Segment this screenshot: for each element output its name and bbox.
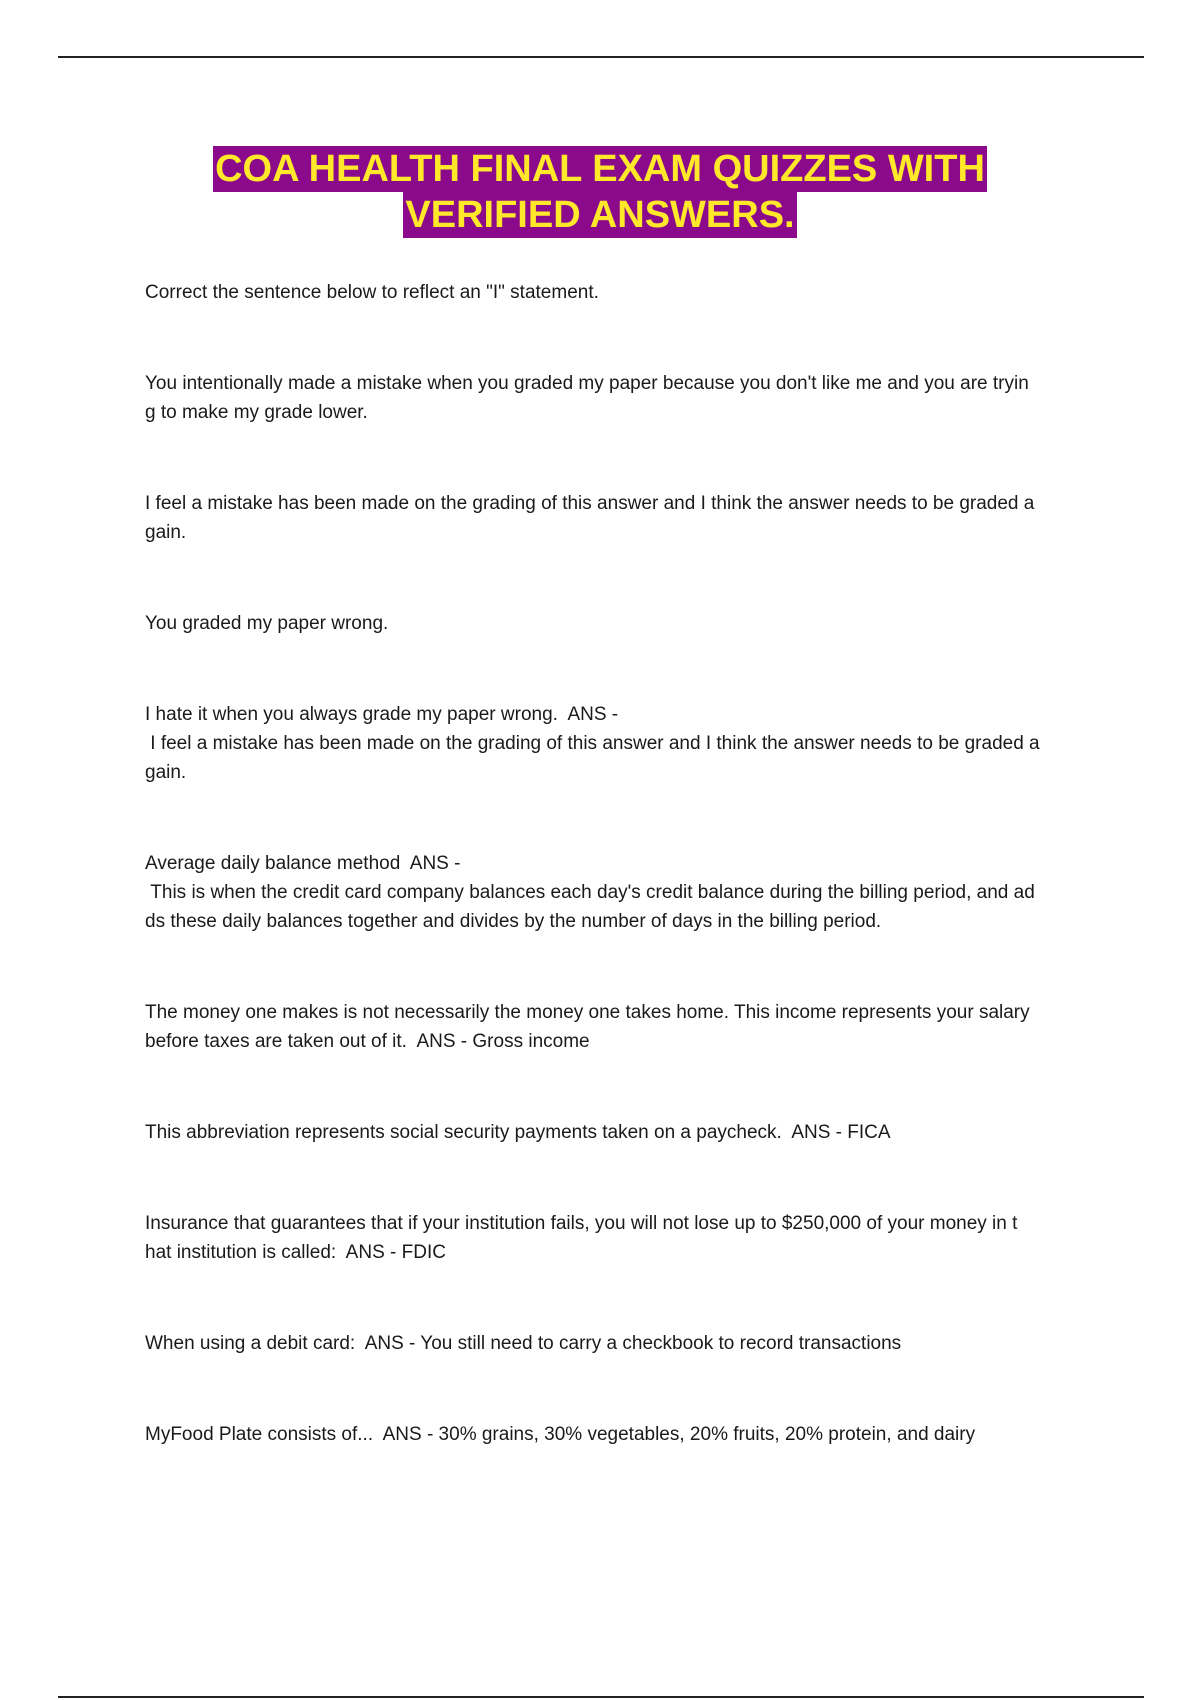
title-line-2: VERIFIED ANSWERS. [405, 194, 795, 236]
paragraph: MyFood Plate consists of... ANS - 30% grains, 30% vegetables, 20% fruits, 20% protein, and dairy [145, 1424, 976, 1445]
document-title [0, 146, 1200, 238]
paragraph: I hate it when you always grade my paper wrong. ANS - I feel a mistake has been made on the grading of this answer and I think the answer needs to be graded a gain. [145, 704, 1040, 783]
title-line-1: COA HEALTH FINAL EXAM QUIZZES WITH [215, 148, 985, 190]
paragraph: The money one makes is not necessarily the money one takes home. This income represents your salary before taxes are taken out of it. ANS - Gross income [145, 1002, 1030, 1052]
paragraph: This abbreviation represents social security payments taken on a paycheck. ANS - FICA [145, 1122, 891, 1143]
bottom-rule [58, 1696, 1144, 1698]
top-rule [58, 56, 1144, 58]
paragraph: Correct the sentence below to reflect an "I" statement. [145, 282, 599, 303]
document-body [145, 278, 1095, 1449]
paragraph: Average daily balance method ANS - This is when the credit card company balances each day's credit balance during the billing period, and ad ds these daily balances together and divides by the number of days in the billing period. [145, 853, 1035, 932]
paragraph: I feel a mistake has been made on the grading of this answer and I think the answer needs to be graded a gain. [145, 493, 1035, 543]
paragraph: Insurance that guarantees that if your institution fails, you will not lose up to $250,000 of your money in t hat institution is called: ANS - FDIC [145, 1213, 1018, 1263]
paragraph: When using a debit card: ANS - You still need to carry a checkbook to record transactions [145, 1333, 902, 1354]
paragraph: You graded my paper wrong. [145, 613, 389, 634]
paragraph: You intentionally made a mistake when you graded my paper because you don't like me and you are tryin g to make my grade lower. [145, 373, 1029, 423]
